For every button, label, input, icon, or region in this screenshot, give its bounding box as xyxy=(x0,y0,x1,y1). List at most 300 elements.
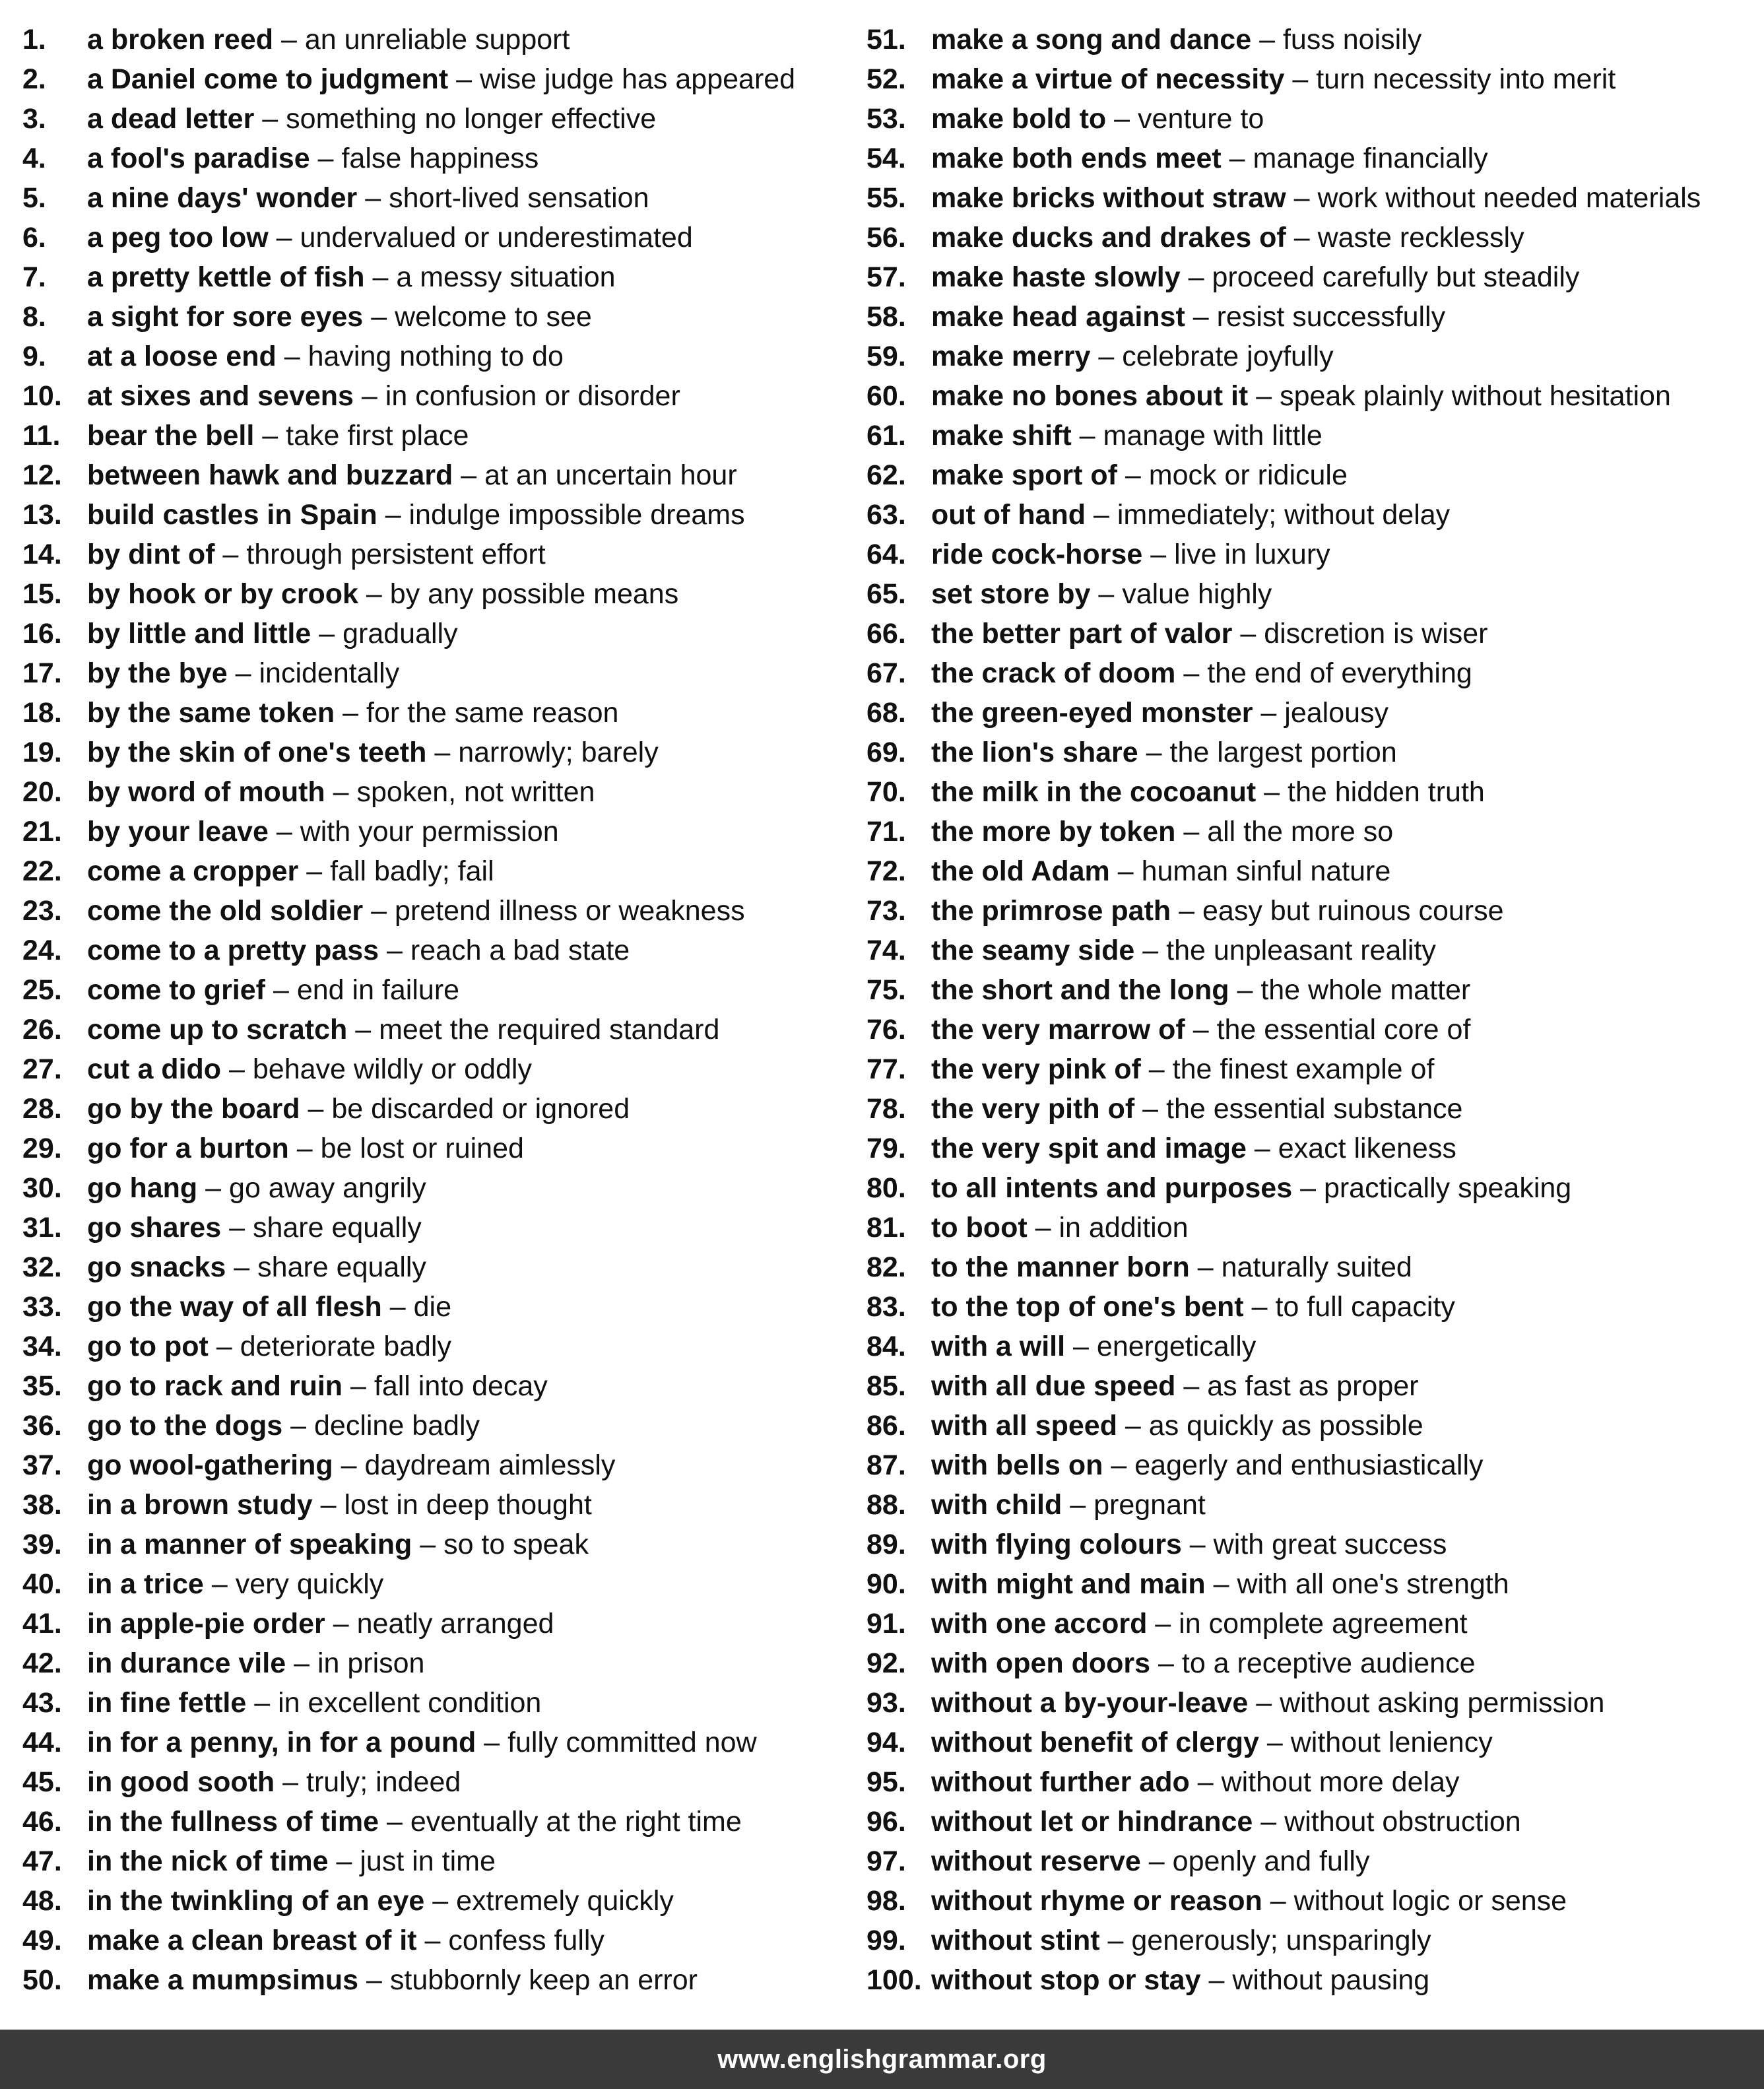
item-number: 88. xyxy=(866,1489,906,1521)
idiom-phrase: a Daniel come to judgment xyxy=(87,63,449,95)
idiom-meaning: gradually xyxy=(343,618,458,649)
dash-separator: – xyxy=(1266,1727,1283,1758)
idiom-meaning: in addition xyxy=(1059,1212,1189,1243)
idiom-meaning: behave wildly or oddly xyxy=(252,1053,532,1085)
idiom-meaning: wise judge has appeared xyxy=(479,63,796,95)
idiom-meaning: pretend illness or weakness xyxy=(394,895,745,927)
idiom-meaning: live in luxury xyxy=(1174,539,1330,570)
item-number: 27. xyxy=(22,1053,62,1085)
list-item xyxy=(22,1089,867,1129)
dash-separator: – xyxy=(276,222,292,253)
item-number: 62. xyxy=(866,459,906,491)
list-item xyxy=(22,1049,867,1089)
idiom-meaning: fully committed now xyxy=(507,1727,757,1758)
idiom-phrase: without stop or stay xyxy=(931,1964,1201,1996)
list-item xyxy=(866,337,1711,376)
item-number: 78. xyxy=(866,1093,906,1125)
item-number: 47. xyxy=(22,1845,62,1877)
dash-separator: – xyxy=(420,1529,436,1560)
dash-separator: – xyxy=(273,974,289,1006)
item-number: 94. xyxy=(866,1727,906,1758)
list-item xyxy=(866,1010,1711,1049)
idiom-phrase: cut a dido xyxy=(87,1053,222,1085)
list-item xyxy=(866,931,1711,970)
item-number: 34. xyxy=(22,1331,62,1362)
idiom-phrase: the better part of valor xyxy=(931,618,1233,649)
list-item xyxy=(22,59,867,99)
dash-separator: – xyxy=(319,618,335,649)
idiom-meaning: confess fully xyxy=(448,1925,604,1956)
dash-separator: – xyxy=(366,578,382,610)
list-item xyxy=(866,1604,1711,1643)
dash-separator: – xyxy=(361,380,377,412)
dash-separator: – xyxy=(317,143,334,174)
item-number: 95. xyxy=(866,1766,906,1798)
list-item xyxy=(866,1366,1711,1406)
item-number: 37. xyxy=(22,1449,62,1481)
idiom-meaning: resist successfully xyxy=(1216,301,1446,333)
dash-separator: – xyxy=(306,855,323,887)
dash-separator: – xyxy=(1111,1449,1127,1481)
list-item xyxy=(866,812,1711,851)
idiom-phrase: to the top of one's bent xyxy=(931,1291,1244,1323)
idiom-phrase: with all due speed xyxy=(931,1370,1176,1402)
dash-separator: – xyxy=(229,1053,245,1085)
item-number: 59. xyxy=(866,341,906,372)
footer-url: www.englishgrammar.org xyxy=(717,2044,1047,2074)
idiom-phrase: with a will xyxy=(931,1331,1066,1362)
item-number: 26. xyxy=(22,1014,62,1045)
idiom-phrase: without reserve xyxy=(931,1845,1141,1877)
item-number: 75. xyxy=(866,974,906,1006)
idiom-meaning: truly; indeed xyxy=(306,1766,461,1798)
dash-separator: – xyxy=(1192,301,1209,333)
idiom-meaning: as quickly as possible xyxy=(1148,1410,1423,1442)
idiom-meaning: mock or ridicule xyxy=(1148,459,1348,491)
list-item xyxy=(866,99,1711,139)
list-item xyxy=(866,1129,1711,1168)
list-item xyxy=(866,1525,1711,1564)
list-item xyxy=(22,1802,867,1841)
item-number: 20. xyxy=(22,776,62,808)
dash-separator: – xyxy=(371,895,387,927)
dash-separator: – xyxy=(1237,974,1253,1006)
idiom-meaning: all the more so xyxy=(1207,816,1394,847)
item-number: 71. xyxy=(866,816,906,847)
dash-separator: – xyxy=(284,341,300,372)
idiom-meaning: take first place xyxy=(286,420,469,451)
list-item xyxy=(22,139,867,178)
idiom-phrase: go to pot xyxy=(87,1331,209,1362)
idiom-meaning: share equally xyxy=(257,1251,426,1283)
list-item xyxy=(866,1921,1711,1960)
idiom-phrase: without stint xyxy=(931,1925,1100,1956)
idiom-phrase: by the skin of one's teeth xyxy=(87,737,427,768)
idiom-meaning: the largest portion xyxy=(1169,737,1397,768)
list-item xyxy=(866,139,1711,178)
dash-separator: – xyxy=(216,1331,232,1362)
item-number: 64. xyxy=(866,539,906,570)
idiom-meaning: eventually at the right time xyxy=(410,1806,742,1838)
idiom-phrase: with all speed xyxy=(931,1410,1117,1442)
idiom-phrase: make bricks without straw xyxy=(931,182,1286,214)
idiom-meaning: without logic or sense xyxy=(1293,1885,1567,1917)
idiom-phrase: out of hand xyxy=(931,499,1086,531)
dash-separator: – xyxy=(1292,63,1309,95)
footer-bar xyxy=(0,2030,1764,2089)
item-number: 98. xyxy=(866,1885,906,1917)
item-number: 58. xyxy=(866,301,906,333)
item-number: 32. xyxy=(22,1251,62,1283)
idiom-phrase: a fool's paradise xyxy=(87,143,310,174)
idiom-meaning: the end of everything xyxy=(1207,657,1472,689)
item-number: 7. xyxy=(22,261,46,293)
idiom-phrase: come the old soldier xyxy=(87,895,364,927)
list-item xyxy=(22,1208,867,1247)
item-number: 63. xyxy=(866,499,906,531)
item-number: 73. xyxy=(866,895,906,927)
list-item xyxy=(22,1168,867,1208)
item-number: 6. xyxy=(22,222,46,253)
item-number: 21. xyxy=(22,816,62,847)
dash-separator: – xyxy=(1259,24,1275,55)
list-item xyxy=(22,20,867,59)
item-number: 29. xyxy=(22,1133,62,1164)
idiom-meaning: lost in deep thought xyxy=(344,1489,592,1521)
list-item xyxy=(866,1287,1711,1327)
list-item xyxy=(22,1564,867,1604)
list-item xyxy=(866,1841,1711,1881)
list-item xyxy=(22,1327,867,1366)
idiom-meaning: eagerly and enthusiastically xyxy=(1134,1449,1484,1481)
dash-separator: – xyxy=(1213,1568,1229,1600)
dash-separator: – xyxy=(333,776,349,808)
list-item xyxy=(22,1683,867,1723)
idiom-phrase: bear the bell xyxy=(87,420,255,451)
item-number: 70. xyxy=(866,776,906,808)
dash-separator: – xyxy=(1260,697,1277,729)
list-item xyxy=(22,337,867,376)
dash-separator: – xyxy=(1183,1370,1200,1402)
idiom-phrase: go shares xyxy=(87,1212,222,1243)
idiom-phrase: with one accord xyxy=(931,1608,1148,1640)
item-number: 33. xyxy=(22,1291,62,1323)
left-column xyxy=(22,20,867,2000)
idiom-meaning: indulge impossible dreams xyxy=(408,499,745,531)
idiom-meaning: spoken, not written xyxy=(356,776,595,808)
idiom-meaning: discretion is wiser xyxy=(1264,618,1488,649)
idiom-meaning: as fast as proper xyxy=(1207,1370,1419,1402)
dash-separator: – xyxy=(1148,1845,1165,1877)
item-number: 61. xyxy=(866,420,906,451)
idiom-phrase: with open doors xyxy=(931,1647,1151,1679)
list-item xyxy=(22,1010,867,1049)
idiom-meaning: turn necessity into merit xyxy=(1316,63,1616,95)
list-item xyxy=(22,891,867,931)
idiom-phrase: the very marrow of xyxy=(931,1014,1185,1045)
dash-separator: – xyxy=(1293,222,1310,253)
idiom-phrase: ride cock-horse xyxy=(931,539,1143,570)
dash-separator: – xyxy=(1240,618,1257,649)
idiom-phrase: a dead letter xyxy=(87,103,255,135)
item-number: 96. xyxy=(866,1806,906,1838)
idiom-meaning: the unpleasant reality xyxy=(1166,935,1436,966)
item-number: 65. xyxy=(866,578,906,610)
list-item xyxy=(22,574,867,614)
dash-separator: – xyxy=(434,737,451,768)
list-item xyxy=(866,178,1711,218)
item-number: 18. xyxy=(22,697,62,729)
idiom-meaning: generously; unsparingly xyxy=(1131,1925,1431,1956)
list-item xyxy=(22,535,867,574)
idiom-meaning: without more delay xyxy=(1221,1766,1460,1798)
idiom-list xyxy=(0,20,1764,2000)
item-number: 97. xyxy=(866,1845,906,1877)
item-number: 8. xyxy=(22,301,46,333)
dash-separator: – xyxy=(424,1925,441,1956)
list-item xyxy=(866,1881,1711,1921)
idiom-phrase: between hawk and buzzard xyxy=(87,459,453,491)
item-number: 91. xyxy=(866,1608,906,1640)
item-number: 52. xyxy=(866,63,906,95)
idiom-meaning: pregnant xyxy=(1094,1489,1206,1521)
item-number: 46. xyxy=(22,1806,62,1838)
idiom-meaning: to full capacity xyxy=(1275,1291,1455,1323)
dash-separator: – xyxy=(205,1172,222,1204)
list-item xyxy=(22,376,867,416)
dash-separator: – xyxy=(254,1687,271,1719)
list-item xyxy=(22,495,867,535)
list-item xyxy=(866,1327,1711,1366)
dash-separator: – xyxy=(333,1608,349,1640)
list-item xyxy=(866,1208,1711,1247)
idiom-phrase: in the fullness of time xyxy=(87,1806,379,1838)
item-number: 48. xyxy=(22,1885,62,1917)
item-number: 77. xyxy=(866,1053,906,1085)
list-item xyxy=(866,535,1711,574)
idiom-phrase: the more by token xyxy=(931,816,1176,847)
idiom-meaning: undervalued or underestimated xyxy=(300,222,693,253)
dash-separator: – xyxy=(222,539,239,570)
dash-separator: – xyxy=(276,816,292,847)
idiom-meaning: without pausing xyxy=(1232,1964,1430,1996)
idiom-meaning: easy but ruinous course xyxy=(1202,895,1504,927)
idiom-meaning: be discarded or ignored xyxy=(331,1093,630,1125)
dash-separator: – xyxy=(385,499,401,531)
idiom-meaning: short-lived sensation xyxy=(389,182,649,214)
idiom-meaning: waste recklessly xyxy=(1317,222,1524,253)
idiom-meaning: the hidden truth xyxy=(1288,776,1485,808)
idiom-phrase: go to rack and ruin xyxy=(87,1370,343,1402)
item-number: 85. xyxy=(866,1370,906,1402)
dash-separator: – xyxy=(308,1093,324,1125)
idiom-meaning: decline badly xyxy=(314,1410,480,1442)
dash-separator: – xyxy=(294,1647,310,1679)
idiom-phrase: the old Adam xyxy=(931,855,1110,887)
list-item xyxy=(22,1921,867,1960)
dash-separator: – xyxy=(336,1845,352,1877)
item-number: 12. xyxy=(22,459,62,491)
idiom-phrase: the crack of doom xyxy=(931,657,1176,689)
idiom-meaning: practically speaking xyxy=(1323,1172,1572,1204)
item-number: 69. xyxy=(866,737,906,768)
item-number: 4. xyxy=(22,143,46,174)
idiom-meaning: deteriorate badly xyxy=(240,1331,452,1362)
dash-separator: – xyxy=(355,1014,372,1045)
idiom-phrase: to all intents and purposes xyxy=(931,1172,1293,1204)
list-item xyxy=(866,1406,1711,1445)
list-item xyxy=(866,495,1711,535)
item-number: 38. xyxy=(22,1489,62,1521)
dash-separator: – xyxy=(343,697,359,729)
right-column xyxy=(866,20,1711,2000)
idiom-meaning: human sinful nature xyxy=(1141,855,1391,887)
item-number: 53. xyxy=(866,103,906,135)
idiom-phrase: the lion's share xyxy=(931,737,1138,768)
dash-separator: – xyxy=(1183,816,1200,847)
idiom-phrase: at a loose end xyxy=(87,341,277,372)
idiom-meaning: end in failure xyxy=(296,974,460,1006)
idiom-meaning: value highly xyxy=(1122,578,1272,610)
item-number: 81. xyxy=(866,1212,906,1243)
item-number: 56. xyxy=(866,222,906,253)
dash-separator: – xyxy=(1142,1093,1159,1125)
list-item xyxy=(866,416,1711,455)
idiom-phrase: in good sooth xyxy=(87,1766,275,1798)
idiom-meaning: work without needed materials xyxy=(1317,182,1701,214)
list-item xyxy=(866,1485,1711,1525)
idiom-phrase: without rhyme or reason xyxy=(931,1885,1262,1917)
item-number: 25. xyxy=(22,974,62,1006)
item-number: 50. xyxy=(22,1964,62,1996)
idiom-phrase: by little and little xyxy=(87,618,311,649)
list-item xyxy=(22,99,867,139)
idiom-meaning: be lost or ruined xyxy=(320,1133,524,1164)
item-number: 55. xyxy=(866,182,906,214)
list-item xyxy=(866,1643,1711,1683)
idiom-meaning: without leniency xyxy=(1290,1727,1493,1758)
idiom-meaning: false happiness xyxy=(341,143,539,174)
idiom-meaning: just in time xyxy=(360,1845,496,1877)
idiom-meaning: in prison xyxy=(317,1647,425,1679)
idiom-meaning: stubbornly keep an error xyxy=(389,1964,698,1996)
idiom-phrase: go for a burton xyxy=(87,1133,289,1164)
dash-separator: – xyxy=(282,1766,299,1798)
dash-separator: – xyxy=(387,935,403,966)
list-item xyxy=(22,257,867,297)
list-item xyxy=(866,1802,1711,1841)
item-number: 23. xyxy=(22,895,62,927)
idiom-phrase: make a mumpsimus xyxy=(87,1964,359,1996)
item-number: 99. xyxy=(866,1925,906,1956)
idiom-phrase: by the bye xyxy=(87,657,228,689)
idiom-meaning: with all one's strength xyxy=(1237,1568,1509,1600)
dash-separator: – xyxy=(1117,855,1134,887)
dash-separator: – xyxy=(1155,1608,1171,1640)
idiom-phrase: come to a pretty pass xyxy=(87,935,379,966)
idiom-phrase: by hook or by crook xyxy=(87,578,358,610)
idiom-meaning: exact likeness xyxy=(1278,1133,1456,1164)
item-number: 9. xyxy=(22,341,46,372)
item-number: 10. xyxy=(22,380,62,412)
item-number: 1. xyxy=(22,24,46,55)
idiom-meaning: the finest example of xyxy=(1172,1053,1435,1085)
idiom-meaning: speak plainly without hesitation xyxy=(1280,380,1671,412)
item-number: 89. xyxy=(866,1529,906,1560)
dash-separator: – xyxy=(1098,341,1115,372)
idiom-phrase: make shift xyxy=(931,420,1072,451)
idiom-phrase: in a brown study xyxy=(87,1489,313,1521)
idiom-phrase: come up to scratch xyxy=(87,1014,348,1045)
dash-separator: – xyxy=(432,1885,449,1917)
dash-separator: – xyxy=(386,1806,403,1838)
list-item xyxy=(866,257,1711,297)
idiom-phrase: without a by-your-leave xyxy=(931,1687,1249,1719)
item-number: 39. xyxy=(22,1529,62,1560)
idiom-meaning: celebrate joyfully xyxy=(1122,341,1334,372)
list-item xyxy=(22,851,867,891)
idiom-phrase: by your leave xyxy=(87,816,269,847)
dash-separator: – xyxy=(1079,420,1095,451)
idiom-meaning: openly and fully xyxy=(1172,1845,1370,1877)
list-item xyxy=(866,891,1711,931)
list-item xyxy=(866,1168,1711,1208)
idiom-phrase: a peg too low xyxy=(87,222,269,253)
idiom-meaning: incidentally xyxy=(259,657,400,689)
idiom-phrase: a sight for sore eyes xyxy=(87,301,364,333)
list-item xyxy=(866,1247,1711,1287)
idiom-meaning: reach a bad state xyxy=(410,935,630,966)
item-number: 60. xyxy=(866,380,906,412)
idiom-phrase: in durance vile xyxy=(87,1647,286,1679)
idiom-phrase: without further ado xyxy=(931,1766,1190,1798)
item-number: 100. xyxy=(866,1964,922,1996)
list-item xyxy=(22,1643,867,1683)
dash-separator: – xyxy=(1256,1687,1272,1719)
item-number: 74. xyxy=(866,935,906,966)
idiom-meaning: something no longer effective xyxy=(286,103,657,135)
item-number: 76. xyxy=(866,1014,906,1045)
idiom-meaning: manage with little xyxy=(1103,420,1323,451)
idiom-phrase: the short and the long xyxy=(931,974,1229,1006)
dash-separator: – xyxy=(1098,578,1115,610)
list-item xyxy=(866,574,1711,614)
item-number: 11. xyxy=(22,420,61,451)
item-number: 40. xyxy=(22,1568,62,1600)
list-item xyxy=(866,59,1711,99)
idiom-meaning: extremely quickly xyxy=(456,1885,674,1917)
list-item xyxy=(866,376,1711,416)
list-item xyxy=(22,1960,867,2000)
list-item xyxy=(22,1366,867,1406)
dash-separator: – xyxy=(1264,776,1280,808)
dash-separator: – xyxy=(350,1370,366,1402)
idiom-meaning: fuss noisily xyxy=(1282,24,1422,55)
item-number: 87. xyxy=(866,1449,906,1481)
list-item xyxy=(866,1564,1711,1604)
dash-separator: – xyxy=(461,459,477,491)
dash-separator: – xyxy=(366,1964,382,1996)
list-item xyxy=(866,1089,1711,1129)
idiom-meaning: for the same reason xyxy=(366,697,619,729)
dash-separator: – xyxy=(1070,1489,1086,1521)
item-number: 51. xyxy=(866,24,906,55)
dash-separator: – xyxy=(1179,895,1195,927)
list-item xyxy=(866,733,1711,772)
dash-separator: – xyxy=(1260,1806,1277,1838)
dash-separator: – xyxy=(1158,1647,1174,1679)
dash-separator: – xyxy=(234,1251,250,1283)
